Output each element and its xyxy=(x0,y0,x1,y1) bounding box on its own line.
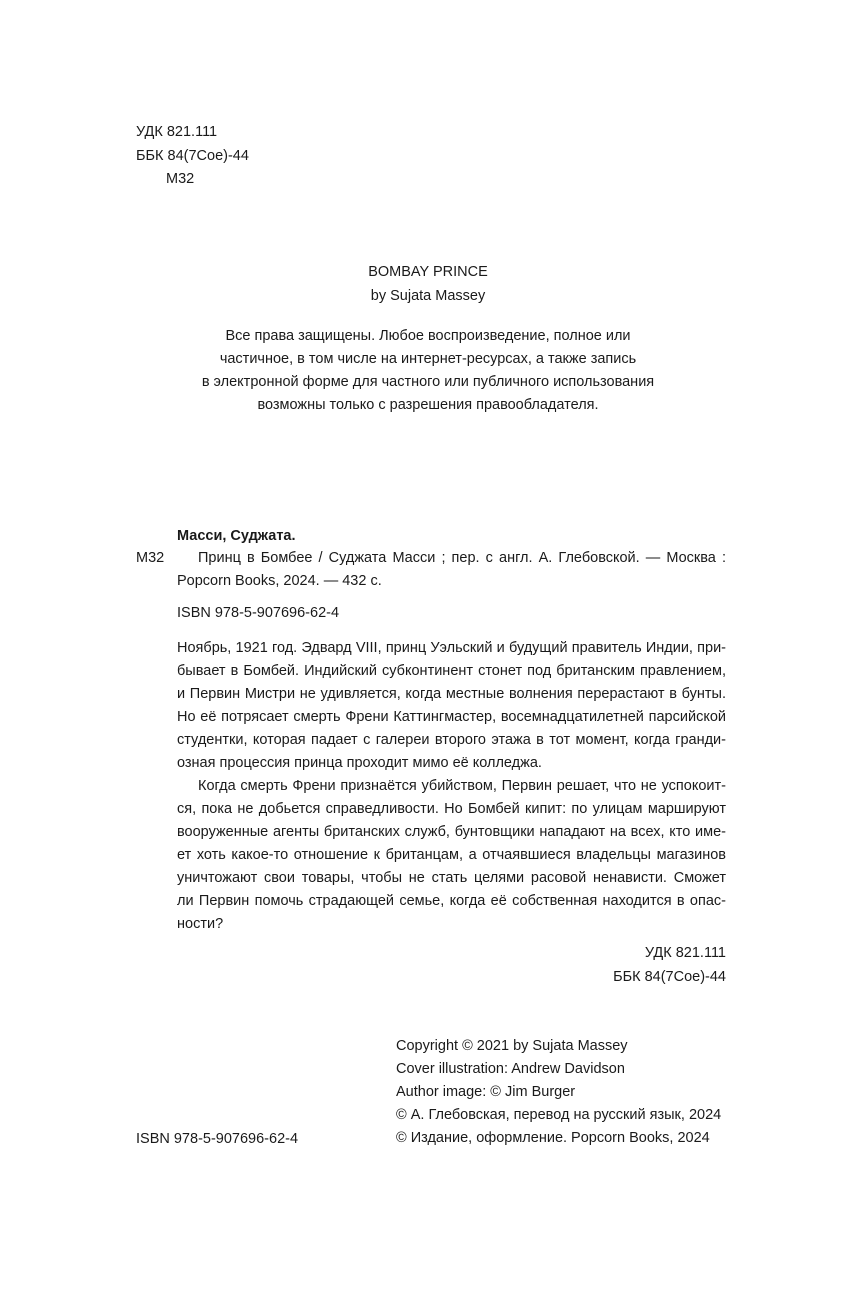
annotation-line: озная процессия принца проходит мимо её колледжа. xyxy=(177,755,542,771)
edition-copyright: © Издание, оформление. Popcorn Books, 2024 xyxy=(396,1130,710,1146)
annotation-line: уничтожают свои товары, чтобы не стать целями расовой ненависти. Сможет xyxy=(177,870,726,886)
bbk-code-bottom: ББК 84(7Сое)-44 xyxy=(613,969,726,985)
annotation-line: бывает в Бомбей. Индийский субконтинент стонет под британским правлением, xyxy=(177,663,726,679)
author-image-credit: Author image: © Jim Burger xyxy=(396,1084,576,1100)
annotation-line: вооруженные агенты британских служб, бунтовщики нападают на всех, кто име- xyxy=(177,824,726,840)
copyright-line: Copyright © 2021 by Sujata Massey xyxy=(396,1038,628,1054)
isbn-bottom: ISBN 978-5-907696-62-4 xyxy=(136,1131,299,1147)
annotation-line: ли Первин помочь страдающей семье, когда её собственная находится в опас- xyxy=(177,893,726,909)
copyright-block xyxy=(396,1035,721,1150)
annotation-line: Ноябрь, 1921 год. Эдвард VIII, принц Уэльский и будущий правитель Индии, при- xyxy=(177,640,726,656)
translation-copyright: © А. Глебовская, перевод на русский язык, 2024 xyxy=(396,1107,722,1123)
annotation-line: Но её потрясает смерть Френи Каттингмастер, восемнадцатилетней парсийской xyxy=(177,709,726,725)
rights-notice-line: в электронной форме для частного или публичного использования xyxy=(201,374,655,390)
author-mark-top: М32 xyxy=(166,171,195,187)
cover-illustration-credit: Cover illustration: Andrew Davidson xyxy=(396,1061,625,1077)
annotation-line: Когда смерть Френи признаётся убийством, Первин решает, что не успокоит- xyxy=(198,778,726,794)
original-title: BOMBAY PRINCE xyxy=(368,264,488,280)
annotation-line: ся, пока не добьется справедливости. Но Бомбей кипит: по улицам маршируют xyxy=(177,801,726,817)
bibliography-record-line: Popcorn Books, 2024. — 432 с. xyxy=(177,573,382,589)
rights-notice-line: возможны только с разрешения правообладателя. xyxy=(257,397,599,413)
bibliography-author-heading: Масси, Суджата. xyxy=(177,528,296,544)
bibliography-record-line: Принц в Бомбее / Суджата Масси ; пер. с англ. А. Глебовской. — Москва : xyxy=(198,550,726,566)
bbk-code-top: ББК 84(7Сое)-44 xyxy=(136,148,249,164)
rights-notice-line: Все права защищены. Любое воспроизведение, полное или xyxy=(225,328,631,344)
udk-code-top: УДК 821.111 xyxy=(136,124,218,140)
annotation-line: ности? xyxy=(177,916,224,932)
annotation-line: ет хоть какое-то отношение к британцам, а отчаявшиеся владельцы магазинов xyxy=(177,847,726,863)
original-author: by Sujata Massey xyxy=(370,288,486,304)
bibliography-author-mark: М32 xyxy=(136,550,165,566)
udk-code-bottom: УДК 821.111 xyxy=(644,945,726,961)
bibliography-isbn: ISBN 978-5-907696-62-4 xyxy=(177,605,340,621)
annotation-line: студентки, которая падает с галереи второго этажа в тот момент, когда гранди- xyxy=(177,732,726,748)
annotation-line: и Первин Мистри не удивляется, когда местные волнения перерастают в бунты. xyxy=(177,686,726,702)
rights-notice-line: частичное, в том числе на интернет-ресурсах, а также запись xyxy=(219,351,637,367)
